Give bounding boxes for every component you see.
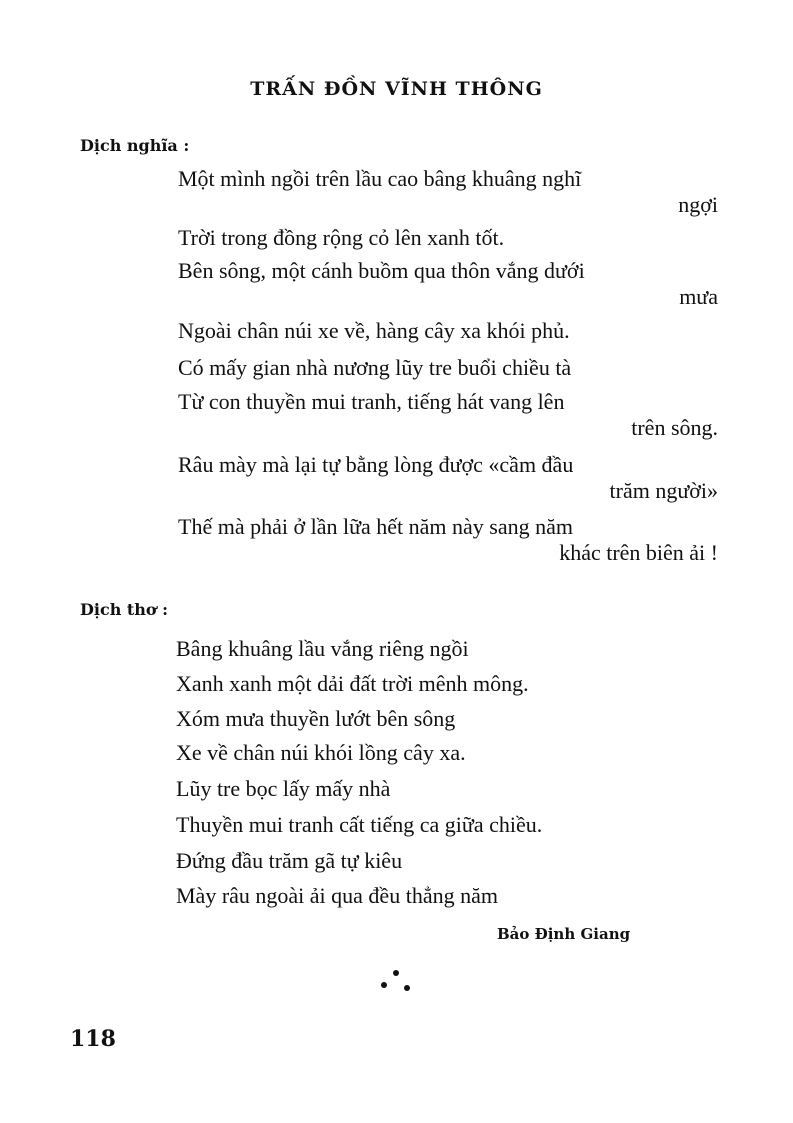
poem-line-7: Đứng đầu trăm gã tự kiêu <box>176 848 403 873</box>
verse-continuation: trên sông. <box>631 415 718 440</box>
verse-continuation: khác trên biên ải ! <box>559 540 718 565</box>
meaning-verse-7 <box>178 452 718 504</box>
verse-line: Một mình ngồi trên lầu cao bâng khuâng nghĩ <box>178 166 582 191</box>
poem-line-6: Thuyền mui tranh cất tiếng ca giữa chiều. <box>176 812 543 837</box>
meaning-verse-4 <box>178 318 718 344</box>
verse-line: Râu mày mà lại tự bằng lòng được «cầm đầu <box>178 452 574 477</box>
verse-continuation: ngợi <box>678 192 718 217</box>
verse-line: Từ con thuyền mui tranh, tiếng hát vang lên <box>178 389 565 414</box>
meaning-verse-1 <box>178 166 718 218</box>
translator-name: Bảo Định Giang <box>497 925 631 943</box>
verse-line: Thế mà phải ở lần lữa hết năm này sang năm <box>178 514 573 539</box>
poem-line-2: Xanh xanh một dải đất trời mênh mông. <box>176 671 529 696</box>
meaning-verse-3 <box>178 258 718 310</box>
meaning-verse-2 <box>178 225 718 251</box>
meaning-verse-8 <box>178 514 718 566</box>
poem-line-3: Xóm mưa thuyền lướt bên sông <box>176 706 456 731</box>
verse-line: Có mấy gian nhà nương lũy tre buổi chiều tà <box>178 355 572 380</box>
page-number: 118 <box>70 1026 116 1052</box>
verse-line: Bên sông, một cánh buồm qua thôn vắng dưới <box>178 258 585 283</box>
ornament-dots <box>376 968 416 998</box>
verse-line: Ngoài chân núi xe về, hàng cây xa khói phủ. <box>178 318 570 343</box>
page-title: TRẤN ĐỒN VĨNH THÔNG <box>250 78 543 100</box>
verse-line: Trời trong đồng rộng cỏ lên xanh tốt. <box>178 225 505 250</box>
verse-continuation: mưa <box>679 284 718 309</box>
meaning-verse-5 <box>178 355 718 381</box>
poem-line-1: Bâng khuâng lầu vắng riêng ngồi <box>176 636 469 661</box>
meaning-verse-6 <box>178 389 718 441</box>
poem-line-4: Xe về chân núi khói lồng cây xa. <box>176 740 466 765</box>
section-label-meaning: Dịch nghĩa : <box>80 136 190 155</box>
poem-line-8: Mày râu ngoài ải qua đều thẳng năm <box>176 883 498 908</box>
verse-continuation: trăm người» <box>609 478 718 503</box>
poem-line-5: Lũy tre bọc lấy mấy nhà <box>176 776 391 801</box>
section-label-poem: Dịch thơ : <box>80 600 169 619</box>
